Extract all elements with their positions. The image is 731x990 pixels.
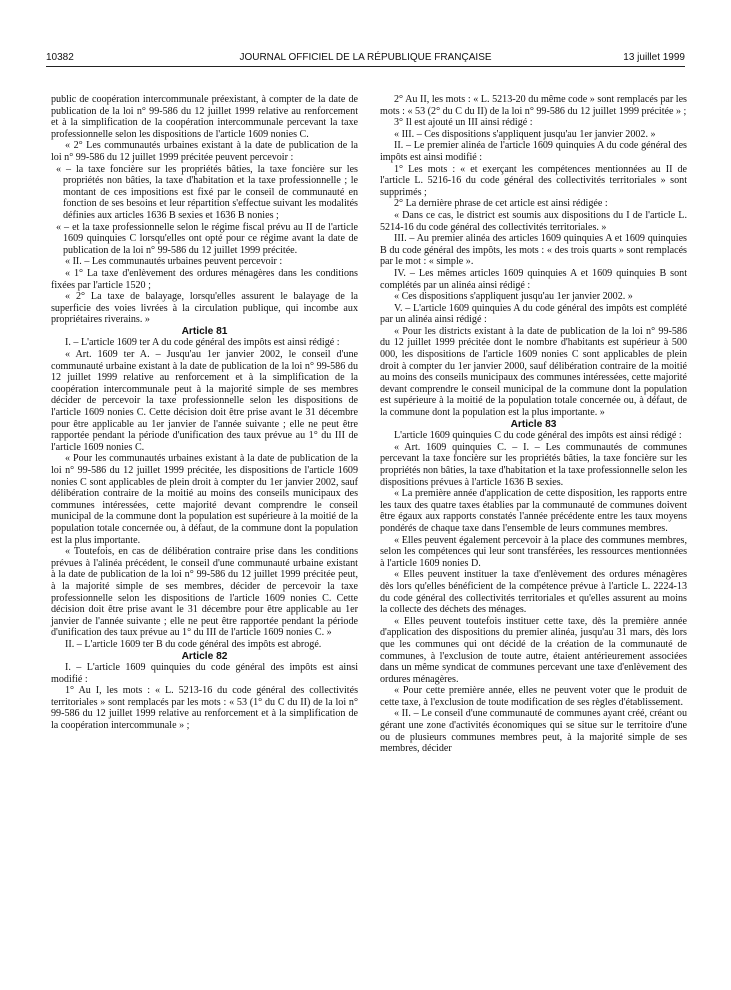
paragraph: « 2° La taxe de balayage, lorsqu'elles assurent le balayage de la superficie des voies livrées à la circulation publique, qui incombe aux propriétaires riverains. »	[51, 291, 358, 326]
page-number: 10382	[46, 52, 74, 63]
paragraph: I. – L'article 1609 ter A du code général des impôts est ainsi rédigé :	[65, 337, 340, 349]
paragraph: « 1° La taxe d'enlèvement des ordures ménagères dans les conditions fixées par l'article 1520 ;	[51, 267, 358, 291]
paragraph: 2° Au II, les mots : « L. 5213-20 du même code » sont remplacés par les mots : « 53 (2° du C du II) de la loi n° 99-586 du 12 juillet 1999 précitée » ;	[380, 94, 687, 117]
paragraph: « Elles peuvent également percevoir à la place des communes membres, selon les compétences qui leur sont transférées, les ressources mentionnées à l'article 1609 nonies D.	[380, 534, 687, 569]
paragraph: 3° Il est ajouté un III ainsi rédigé :	[394, 117, 533, 129]
paragraph: « Elles peuvent instituer la taxe d'enlèvement des ordures ménagères dès lors qu'elles bénéficient de la compétence prévue à l'article L. 2224-13 du code général des collectivités territoriales et qu'elles assurent au moins la collecte des déchets des ménages.	[380, 569, 687, 616]
paragraph: « Ces dispositions s'appliquent jusqu'au 1er janvier 2002. »	[394, 291, 633, 303]
left-column	[51, 94, 358, 732]
paragraph: « Pour les communautés urbaines existant à la date de publication de la loi n° 99-586 du 12 juillet 1999 précitée, les dispositions de l'article 1609 nonies C sont applicables de plein droit à compter du 1er janvier 2002, sauf délibération contraire de la moitié au moins des conseils municipaux des communes intéressées, cette majorité devant comprendre le conseil municipal de la commune dont la population est supérieure à la moitié de la population totale concernée ou, à défaut, de la commune dont la population est la plus importante.	[51, 453, 358, 546]
paragraph: « La première année d'application de cette disposition, les rapports entre les taux des quatre taxes établies par la communauté de communes doivent être égaux aux rapports constatés l'année précédente entre les taux moyens pondérés de chaque taxe dans l'ensemble de leurs communes membres.	[380, 488, 687, 534]
paragraph: « Pour les districts existant à la date de publication de la loi n° 99-586 du 12 juillet 1999 précitée dont le nombre d'habitants est supérieur à 500 000, les dispositions de l'article 1609 nonies C sont applicables de plein droit à compter du 1er janvier 2000, sauf délibération contraire de la moitié au moins des conseils municipaux des communes intéressées, cette majorité devant comprendre le conseil municipal de la commune dont la population est supérieure à la moitié de la population totale concernée ou, à défaut, de la commune dont la population est la plus importante. »	[380, 325, 687, 419]
journal-title: JOURNAL OFFICIEL DE LA RÉPUBLIQUE FRANÇAISE	[239, 52, 492, 63]
article-heading: Article 83	[510, 418, 557, 430]
paragraph: « III. – Ces dispositions s'appliquent jusqu'au 1er janvier 2002. »	[394, 128, 656, 140]
paragraph: II. – L'article 1609 ter B du code général des impôts est abrogé.	[65, 638, 322, 650]
article-heading: Article 82	[181, 650, 228, 662]
paragraph: « – la taxe foncière sur les propriétés bâties, la taxe foncière sur les propriétés non bâties, la taxe d'habitation et la taxe professionnelle ; le montant de ces impositions est fixé par le conseil de communauté en fonction de ses besoins et leur répartition s'effectue suivant les modalités définies aux articles 1636 B sexies et 1636 B nonies ;	[56, 163, 358, 221]
article-heading: Article 81	[181, 325, 228, 337]
header-rule	[46, 66, 685, 67]
paragraph: 2° La dernière phrase de cet article est ainsi rédigée :	[394, 198, 608, 210]
paragraph: « Art. 1609 quinquies C. – I. – Les communautés de communes percevant la taxe foncière sur les propriétés bâties, la taxe foncière sur les propriétés non bâties, la taxe d'habitation et la taxe professionnelle selon les dispositions prévues à l'article 1636 B sexies.	[380, 441, 687, 488]
paragraph: « Toutefois, en cas de délibération contraire prise dans les conditions prévues à l'alinéa précédent, le conseil d'une communauté urbaine existant à la date de publication de la loi n° 99-586 du 12 juillet 1999 précitée peut, à la majorité simple de ses membres, décider de percevoir la taxe professionnelle selon les dispositions de l'article 1609 nonies C. Cette décision doit être prise avant le 31 décembre pour être applicable au 1er janvier de l'année suivante ; elle ne peut être rapportée pendant la période d'unification des taux prévue au 1° du III de l'article 1609 nonies C. »	[51, 546, 358, 639]
paragraph: « Art. 1609 ter A. – Jusqu'au 1er janvier 2002, le conseil d'une communauté urbaine existant à la date de publication de la loi n° 99-586 du 12 juillet 1999 relative au renforcement et à la simplification de la coopération intercommunale peut à la majorité simple de ses membres décider de percevoir la taxe professionnelle selon les dispositions de l'article 1609 nonies C. Cette décision doit être prise avant le 31 décembre pour être applicable au 1er janvier de l'année suivante ; elle ne peut être rapportée pendant la période d'unification des taux prévue au 1° du III de l'article 1609 nonies C.	[51, 349, 358, 453]
paragraph: 1° Les mots : « et exerçant les compétences mentionnées au II de l'article L. 5216-16 du code général des collectivités territoriales » sont supprimés ;	[380, 163, 687, 198]
publication-date: 13 juillet 1999	[623, 52, 685, 63]
paragraph: III. – Au premier alinéa des articles 1609 quinquies A et 1609 quinquies B du code général des impôts, les mots : « des trois quarts » sont remplacés par le mot : « simple ».	[380, 233, 687, 268]
right-column	[380, 94, 687, 755]
paragraph: « II. – Le conseil d'une communauté de communes ayant créé, créant ou gérant une zone d'activités économiques qui se situe sur le territoire d'une ou de plusieurs communes membres peut, à la majorité simple de ses membres, décider	[380, 708, 687, 755]
paragraph: L'article 1609 quinquies C du code général des impôts est ainsi rédigé :	[394, 430, 682, 442]
paragraph: IV. – Les mêmes articles 1609 quinquies A et 1609 quinquies B sont complétés par un alinéa ainsi rédigé :	[380, 267, 687, 291]
paragraph: public de coopération intercommunale préexistant, à compter de la date de publication de la loi n° 99-586 du 12 juillet 1999 relative au renforcement et à la simplification de la coopération intercommunale percevant la taxe professionnelle selon les dispositions de l'article 1609 nonies C.	[51, 94, 358, 140]
paragraph: 1° Au I, les mots : « L. 5213-16 du code général des collectivités territoriales » sont remplacés par les mots : « 53 (1° du C du II) de la loi n° 99-586 du 12 juillet 1999 relative au renforcement et à la simplification de la coopération intercommunale » ;	[51, 685, 358, 732]
paragraph: « Dans ce cas, le district est soumis aux dispositions du I de l'article L. 5214-16 du code général des collectivités territoriales. »	[380, 209, 687, 233]
paragraph: « Elles peuvent toutefois instituer cette taxe, dès la première année d'application des dispositions du premier alinéa, jusqu'au 31 mars, dès lors que les communes qui ont décidé de la création de la communauté de communes, à l'exclusion de toute autre, étaient antérieurement associées dans un même syndicat de communes percevant une taxe d'enlèvement des ordures ménagères.	[380, 615, 687, 685]
page-header	[46, 52, 685, 66]
paragraph: « 2° Les communautés urbaines existant à la date de publication de la loi n° 99-586 du 12 juillet 1999 précitée peuvent percevoir :	[51, 140, 358, 163]
paragraph: « II. – Les communautés urbaines peuvent percevoir :	[65, 256, 283, 268]
paragraph: « Pour cette première année, elles ne peuvent voter que le produit de cette taxe, à l'exclusion de toute modification de ses règles d'établissement.	[380, 685, 687, 708]
paragraph: « – et la taxe professionnelle selon le régime fiscal prévu au II de l'article 1609 quinquies C lorsqu'elles ont opté pour ce régime avant la date de publication de la loi n° 99-586 du 12 juillet 1999 précitée.	[56, 221, 358, 256]
paragraph: V. – L'article 1609 quinquies A du code général des impôts est complété par un alinéa ainsi rédigé :	[380, 302, 687, 326]
paragraph: I. – L'article 1609 quinquies du code général des impôts est ainsi modifié :	[51, 662, 358, 685]
paragraph: II. – Le premier alinéa de l'article 1609 quinquies A du code général des impôts est ainsi modifié :	[380, 140, 687, 163]
